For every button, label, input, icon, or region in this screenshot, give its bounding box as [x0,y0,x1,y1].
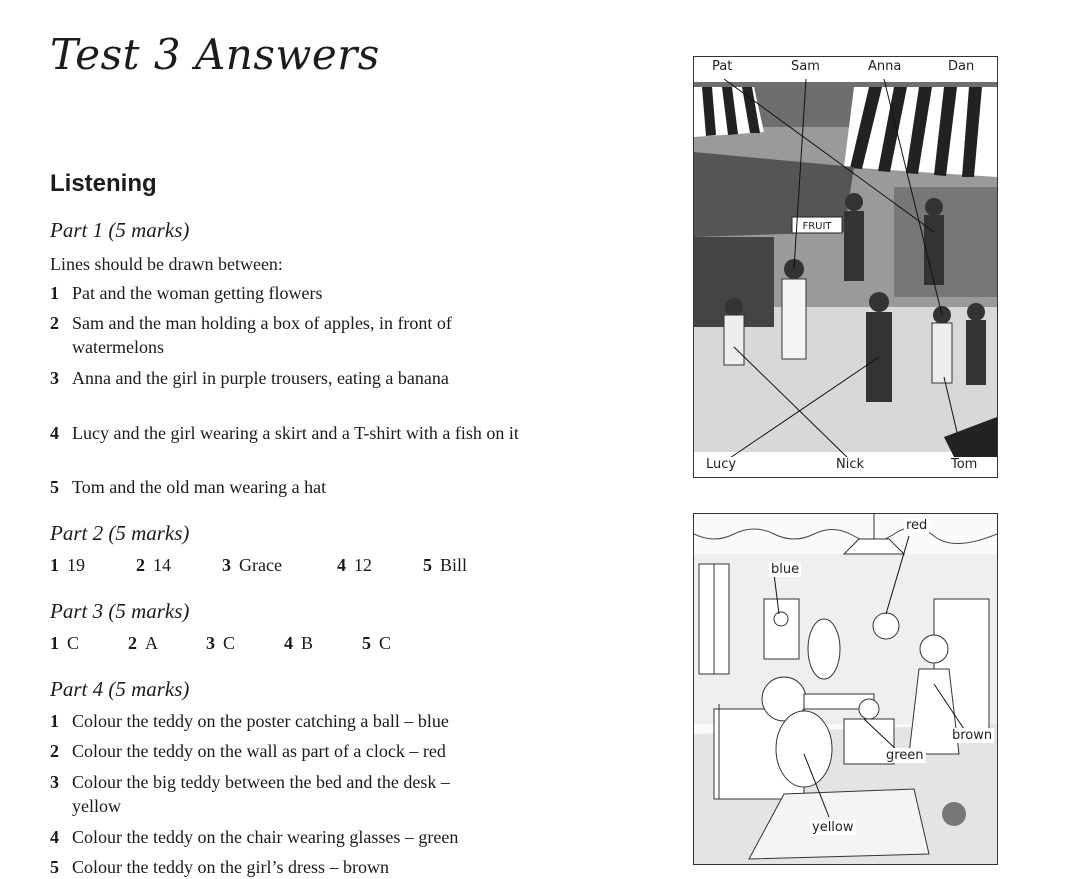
item-number: 1 [50,283,59,303]
item-number: 4 [50,423,59,443]
item-number: 3 [50,772,59,792]
market-label-nick: Nick [836,457,865,472]
part1-item [50,281,550,305]
answer: 3 C [206,633,236,653]
item-number: 2 [50,313,59,333]
room-label-red: red [906,518,928,533]
room-label-blue: blue [771,562,800,577]
part1-item [50,311,530,359]
answer: 5 C [362,633,392,653]
part3-heading: Part 3 (5 marks) [50,599,190,623]
item-text: Tom and the old man wearing a hat [72,477,327,497]
item-text: Colour the teddy on the chair wearing glasses – green [72,827,459,847]
room-label-brown: brown [952,728,993,743]
item-text: Lucy and the girl wearing a skirt and a T-shirt with a fish on it [72,423,519,443]
answer: 4 12 [337,555,372,575]
room-label-yellow: yellow [812,820,854,835]
item-text: Pat and the woman getting flowers [72,283,323,303]
room-scene-drawing [694,514,997,864]
part4-item [50,709,550,733]
page-title: Test 3 Answers [50,30,380,79]
market-label-lucy: Lucy [706,457,737,472]
part1-intro: Lines should be drawn between: [50,254,283,274]
item-text: Anna and the girl in purple trousers, eating a banana [72,368,449,388]
part2-heading: Part 2 (5 marks) [50,521,190,545]
item-text: Colour the big teddy between the bed and the desk – yellow [72,772,450,816]
part4-heading: Part 4 (5 marks) [50,677,190,701]
market-illustration [693,56,998,478]
room-label-green: green [886,748,924,763]
item-number: 4 [50,827,59,847]
part1-heading: Part 1 (5 marks) [50,218,190,242]
part1-item [50,475,550,499]
part4-item [50,770,500,818]
answer: 3 Grace [222,555,282,575]
part4-item [50,855,550,879]
market-label-dan: Dan [948,59,975,74]
item-text: Colour the teddy on the poster catching a ball – blue [72,711,449,731]
market-label-tom: Tom [951,457,978,472]
room-illustration [693,513,998,865]
answer: 1 19 [50,555,85,575]
item-number: 2 [50,741,59,761]
market-label-anna: Anna [868,59,902,74]
item-number: 5 [50,857,59,877]
part2-answers [50,553,509,577]
answer: 4 B [284,633,314,653]
section-heading: Listening [50,170,157,197]
item-number: 3 [50,368,59,388]
answer: 2 14 [136,555,171,575]
part1-item [50,366,470,390]
answer: 2 A [128,633,158,653]
answer: 5 Bill [423,555,468,575]
market-label-sam: Sam [791,59,820,74]
item-text: Colour the teddy on the girl’s dress – brown [72,857,389,877]
item-text: Sam and the man holding a box of apples, in front of watermelons [72,313,452,357]
item-number: 1 [50,711,59,731]
part4-item [50,825,550,849]
item-number: 5 [50,477,59,497]
part1-item [50,421,540,445]
answer: 1 C [50,633,80,653]
item-text: Colour the teddy on the wall as part of a clock – red [72,741,446,761]
part3-answers [50,631,440,655]
market-scene-drawing [694,57,997,477]
part4-item [50,739,550,763]
market-label-pat: Pat [712,59,733,74]
svg-text:FRUIT: FRUIT [802,221,832,232]
